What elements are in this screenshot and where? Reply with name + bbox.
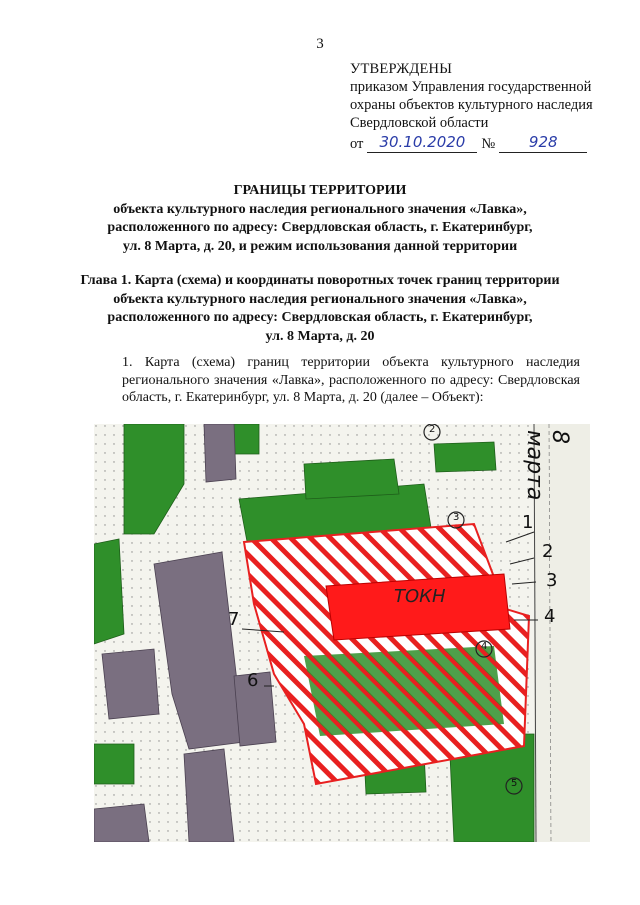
approval-number: 928 — [528, 133, 558, 151]
point-label: 2 — [542, 541, 554, 562]
approval-line: охраны объектов культурного наследия — [350, 97, 593, 113]
approval-date: 30.10.2020 — [379, 133, 466, 151]
circle-label: 4 — [481, 641, 488, 652]
approval-stamp — [350, 60, 630, 153]
circle-label: 3 — [453, 512, 460, 523]
chapter-line: ул. 8 Марта, д. 20 — [265, 328, 375, 344]
chapter-line: расположенного по адресу: Свердловская область, г. Екатеринбург, — [107, 310, 533, 325]
circle-label: 2 — [429, 424, 436, 435]
approval-heading: УТВЕРЖДЕНЫ — [350, 61, 453, 77]
point-label: 1 — [522, 512, 534, 533]
title-line: ул. 8 Марта, д. 20, и режим использования данной территории — [122, 238, 518, 254]
point-label: 3 — [546, 570, 558, 591]
point-label: 6 — [247, 670, 259, 691]
circle-label: 5 — [511, 778, 518, 789]
approval-line: Свердловской области — [350, 115, 489, 131]
date-prefix: от — [350, 136, 364, 152]
document-title — [60, 182, 580, 256]
street-label: 8 марта — [522, 430, 572, 501]
point-label: 7 — [228, 609, 240, 630]
page-number: 3 — [316, 36, 324, 52]
number-prefix: № — [481, 136, 496, 152]
paragraph-text: 1. Карта (схема) границ территории объекта культурного наследия регионального значения «Лавка», расположенного по адресу: Свердловская область, г. Екатеринбург, ул. 8 Марта, д. 20 (далее – Объект): — [122, 355, 580, 405]
date-field — [367, 133, 477, 153]
chapter-line: Глава 1. Карта (схема) и координаты поворотных точек границ территории — [80, 273, 560, 288]
chapter-heading — [60, 272, 580, 346]
green-hatched-zone — [304, 646, 504, 736]
title-line: объекта культурного наследия регионального значения «Лавка», — [113, 201, 527, 217]
point-label: 4 — [544, 606, 556, 627]
object-label: ТОКН — [394, 586, 446, 607]
title-line: расположенного по адресу: Свердловская область, г. Екатеринбург, — [107, 220, 533, 235]
object-footprint — [326, 574, 510, 640]
title-line: ГРАНИЦЫ ТЕРРИТОРИИ — [233, 183, 407, 198]
approval-date-row — [350, 133, 630, 153]
number-field — [499, 133, 587, 153]
approval-line: приказом Управления государственной — [350, 79, 592, 95]
territory-map — [94, 424, 590, 842]
body-paragraph — [100, 354, 580, 407]
chapter-line: объекта культурного наследия регионального значения «Лавка», — [113, 291, 527, 307]
